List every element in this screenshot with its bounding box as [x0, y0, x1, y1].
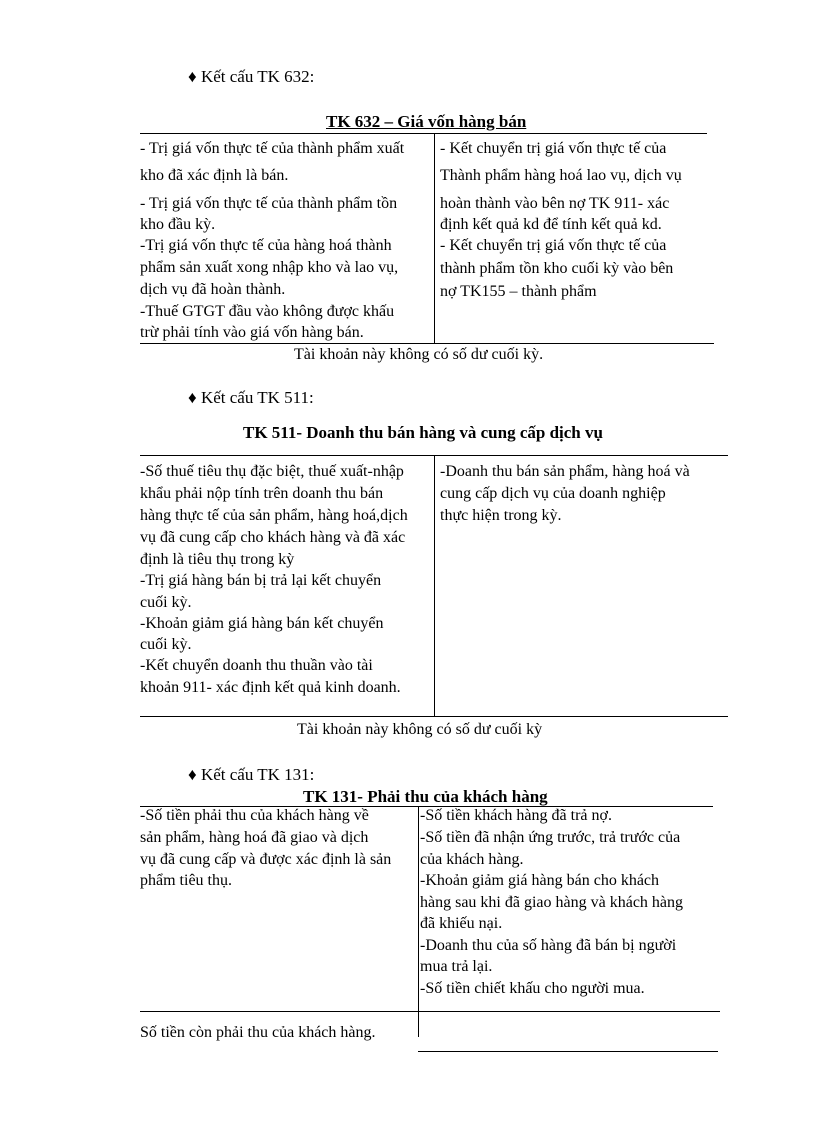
- t-account-bottom-rule: [418, 1051, 718, 1052]
- t-account-divider: [434, 456, 435, 716]
- t-account-bottom-rule: [140, 716, 728, 717]
- debit-line: cuối kỳ.: [140, 636, 192, 653]
- credit-line: định kết quả kd để tính kết quả kd.: [440, 216, 662, 233]
- t-account-bottom-rule: [140, 343, 714, 344]
- credit-line: mua trả lại.: [420, 958, 493, 975]
- heading-511: [188, 388, 314, 408]
- debit-line: phẩm sản xuất xong nhập kho và lao vụ,: [140, 259, 399, 276]
- debit-line: dịch vụ đã hoàn thành.: [140, 281, 286, 298]
- credit-line: -Số tiền chiết khấu cho người mua.: [420, 980, 645, 997]
- t-account-divider: [434, 134, 435, 344]
- balance-note-511: Tài khoản này không có số dư cuối kỳ: [297, 721, 543, 738]
- credit-line: hoàn thành vào bên nợ TK 911- xác: [440, 195, 670, 212]
- credit-line: -Doanh thu bán sản phẩm, hàng hoá và: [440, 463, 690, 480]
- debit-line: kho đầu kỳ.: [140, 216, 216, 233]
- credit-line: -Số tiền khách hàng đã trả nợ.: [420, 807, 612, 824]
- debit-line: -Kết chuyển doanh thu thuần vào tài: [140, 657, 373, 674]
- account-title-511: TK 511- Doanh thu bán hàng và cung cấp dịch vụ: [243, 423, 603, 442]
- debit-line: vụ đã cung cấp và được xác định là sản: [140, 851, 392, 868]
- credit-line: -Số tiền đã nhận ứng trước, trả trước của: [420, 829, 681, 846]
- heading-632: [188, 67, 314, 87]
- debit-line: kho đã xác định là bán.: [140, 167, 289, 184]
- debit-line: -Số tiền phải thu của khách hàng về: [140, 807, 369, 824]
- debit-line: khẩu phải nộp tính trên doanh thu bán: [140, 485, 384, 502]
- debit-line: -Số thuế tiêu thụ đặc biệt, thuế xuất-nhập: [140, 463, 404, 480]
- credit-line: - Kết chuyển trị giá vốn thực tế của: [440, 140, 667, 157]
- credit-line: -Doanh thu của số hàng đã bán bị người: [420, 937, 677, 954]
- balance-note-632: Tài khoản này không có số dư cuối kỳ.: [294, 346, 544, 363]
- credit-line: Thành phẩm hàng hoá lao vụ, dịch vụ: [440, 167, 682, 184]
- account-title-131: TK 131- Phải thu của khách hàng: [303, 787, 548, 806]
- credit-line: - Kết chuyển trị giá vốn thực tế của: [440, 237, 667, 254]
- debit-line: - Trị giá vốn thực tế của thành phẩm xuất: [140, 140, 405, 157]
- debit-line: sản phẩm, hàng hoá đã giao và dịch: [140, 829, 369, 846]
- debit-line: khoản 911- xác định kết quả kinh doanh.: [140, 679, 401, 696]
- debit-line: vụ đã cung cấp cho khách hàng và đã xác: [140, 529, 406, 546]
- account-title-632: TK 632 – Giá vốn hàng bán: [326, 112, 527, 131]
- t-account-divider: [418, 807, 419, 1037]
- debit-line: - Trị giá vốn thực tế của thành phẩm tồn: [140, 195, 398, 212]
- t-account-top-rule: [140, 133, 707, 134]
- credit-line: đã khiếu nại.: [420, 915, 503, 932]
- heading-131: [188, 765, 314, 785]
- bullet-icon: ♦: [188, 388, 197, 407]
- credit-line: của khách hàng.: [420, 851, 524, 868]
- closing-balance-131: Số tiền còn phải thu của khách hàng.: [140, 1024, 376, 1041]
- debit-line: hàng thực tế của sản phẩm, hàng hoá,dịch: [140, 507, 408, 524]
- debit-line: -Thuế GTGT đầu vào không được khấu: [140, 303, 395, 320]
- bullet-icon: ♦: [188, 67, 197, 86]
- credit-line: thành phẩm tồn kho cuối kỳ vào bên: [440, 260, 674, 277]
- debit-line: định là tiêu thụ trong kỳ: [140, 551, 295, 568]
- credit-line: hàng sau khi đã giao hàng và khách hàng: [420, 894, 684, 911]
- debit-line: -Khoản giảm giá hàng bán kết chuyển: [140, 615, 384, 632]
- credit-line: -Khoản giảm giá hàng bán cho khách: [420, 872, 660, 889]
- credit-line: cung cấp dịch vụ của doanh nghiệp: [440, 485, 666, 502]
- debit-line: trừ phải tính vào giá vốn hàng bán.: [140, 324, 364, 341]
- heading-text: Kết cấu TK 511:: [200, 388, 314, 407]
- credit-line: thực hiện trong kỳ.: [440, 507, 562, 524]
- debit-line: cuối kỳ.: [140, 594, 192, 611]
- debit-line: phẩm tiêu thụ.: [140, 872, 232, 889]
- t-account-mid-rule: [140, 1011, 720, 1012]
- bullet-icon: ♦: [188, 765, 197, 784]
- heading-text: Kết cấu TK 131:: [200, 765, 315, 784]
- debit-line: -Trị giá vốn thực tế của hàng hoá thành: [140, 237, 392, 254]
- heading-text: Kết cấu TK 632:: [200, 67, 315, 86]
- debit-line: -Trị giá hàng bán bị trả lại kết chuyển: [140, 572, 382, 589]
- credit-line: nợ TK155 – thành phẩm: [440, 283, 597, 300]
